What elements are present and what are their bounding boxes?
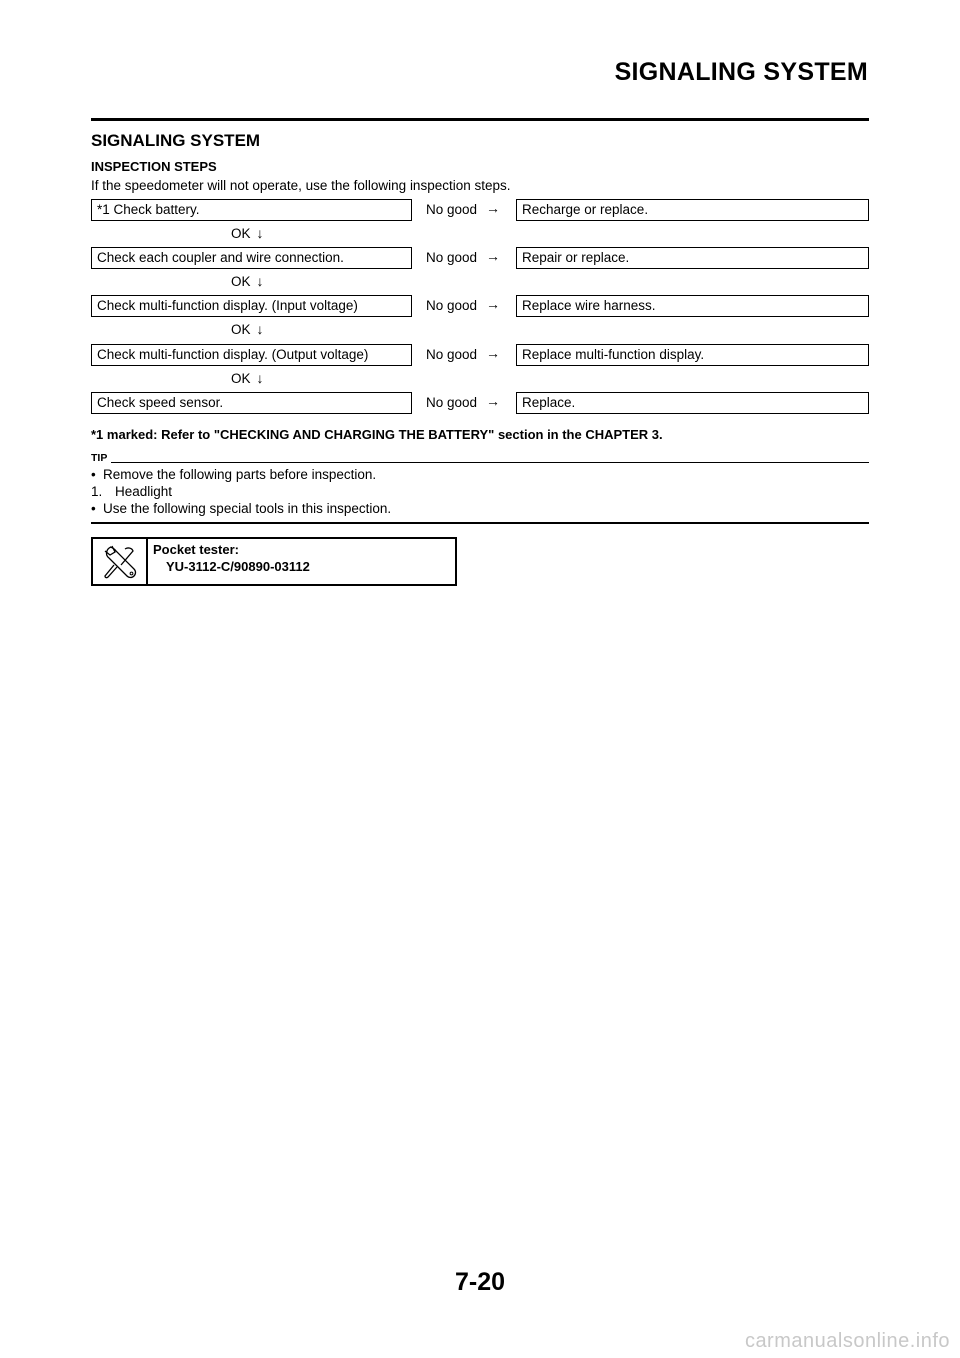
tip-header bbox=[91, 452, 869, 466]
arrow-right-icon: → bbox=[486, 248, 500, 264]
watermark: carmanualsonline.info bbox=[744, 1330, 950, 1352]
wrench-tool-icon bbox=[103, 543, 137, 581]
arrow-right-icon: → bbox=[486, 200, 500, 216]
header-rule bbox=[91, 118, 869, 121]
tool-name: Pocket tester: bbox=[153, 542, 239, 557]
ok-connector bbox=[231, 319, 264, 339]
action-box: Replace. bbox=[516, 392, 869, 414]
special-tool-box bbox=[91, 537, 457, 586]
tip-end-rule bbox=[91, 522, 869, 524]
arrow-right-icon: → bbox=[486, 345, 500, 361]
page-header-title: SIGNALING SYSTEM bbox=[614, 58, 868, 86]
action-box: Replace multi-function display. bbox=[516, 344, 869, 366]
tool-part-number: YU-3112-C/90890-03112 bbox=[166, 559, 310, 574]
check-box: *1 Check battery. bbox=[91, 199, 412, 221]
tip-item bbox=[91, 483, 869, 500]
tip-label: TIP bbox=[91, 452, 111, 464]
arrow-down-icon: ↓ bbox=[256, 225, 264, 241]
ok-label: OK bbox=[231, 371, 251, 386]
inspection-steps-heading: INSPECTION STEPS bbox=[91, 159, 217, 174]
no-good-label: No good bbox=[426, 347, 478, 362]
ok-label: OK bbox=[231, 322, 251, 337]
flow-step bbox=[91, 247, 869, 271]
no-good-label: No good bbox=[426, 202, 478, 217]
no-good-label: No good bbox=[426, 298, 478, 313]
action-box: Recharge or replace. bbox=[516, 199, 869, 221]
flow-step bbox=[91, 392, 869, 416]
battery-reference-note: *1 marked: Refer to "CHECKING AND CHARGING THE BATTERY" section in the CHAPTER 3. bbox=[91, 427, 663, 442]
ok-connector bbox=[231, 368, 264, 388]
ok-connector bbox=[231, 223, 264, 243]
intro-text: If the speedometer will not operate, use the following inspection steps. bbox=[91, 178, 511, 193]
arrow-right-icon: → bbox=[486, 296, 500, 312]
tip-item-text: Headlight bbox=[115, 484, 173, 499]
check-box: Check multi-function display. (Output voltage) bbox=[91, 344, 412, 366]
content bbox=[91, 131, 869, 586]
bullet-marker: • bbox=[91, 467, 96, 482]
arrow-down-icon: ↓ bbox=[256, 321, 264, 337]
tip-item-text: Remove the following parts before inspection. bbox=[103, 467, 377, 482]
tool-text bbox=[153, 541, 310, 575]
tip-item bbox=[91, 466, 869, 483]
ok-label: OK bbox=[231, 274, 251, 289]
flow-step bbox=[91, 199, 869, 223]
flow-step bbox=[91, 344, 869, 368]
action-box: Replace wire harness. bbox=[516, 295, 869, 317]
tip-item-text: Use the following special tools in this inspection. bbox=[103, 501, 392, 516]
flow-step bbox=[91, 295, 869, 319]
check-box: Check speed sensor. bbox=[91, 392, 412, 414]
bullet-marker: • bbox=[91, 501, 96, 516]
section-title: SIGNALING SYSTEM bbox=[91, 131, 261, 150]
no-good-label: No good bbox=[426, 250, 478, 265]
number-marker: 1. bbox=[91, 484, 103, 499]
check-box: Check multi-function display. (Input voltage) bbox=[91, 295, 412, 317]
arrow-right-icon: → bbox=[486, 393, 500, 409]
ok-connector bbox=[231, 271, 264, 291]
no-good-label: No good bbox=[426, 395, 478, 410]
tip-rule bbox=[91, 462, 869, 463]
tool-icon-cell bbox=[93, 539, 148, 584]
check-box: Check each coupler and wire connection. bbox=[91, 247, 412, 269]
arrow-down-icon: ↓ bbox=[256, 370, 264, 386]
page-number: 7-20 bbox=[454, 1268, 506, 1296]
tip-item bbox=[91, 500, 869, 517]
arrow-down-icon: ↓ bbox=[256, 273, 264, 289]
inspection-flowchart bbox=[91, 199, 869, 427]
action-box: Repair or replace. bbox=[516, 247, 869, 269]
ok-label: OK bbox=[231, 226, 251, 241]
